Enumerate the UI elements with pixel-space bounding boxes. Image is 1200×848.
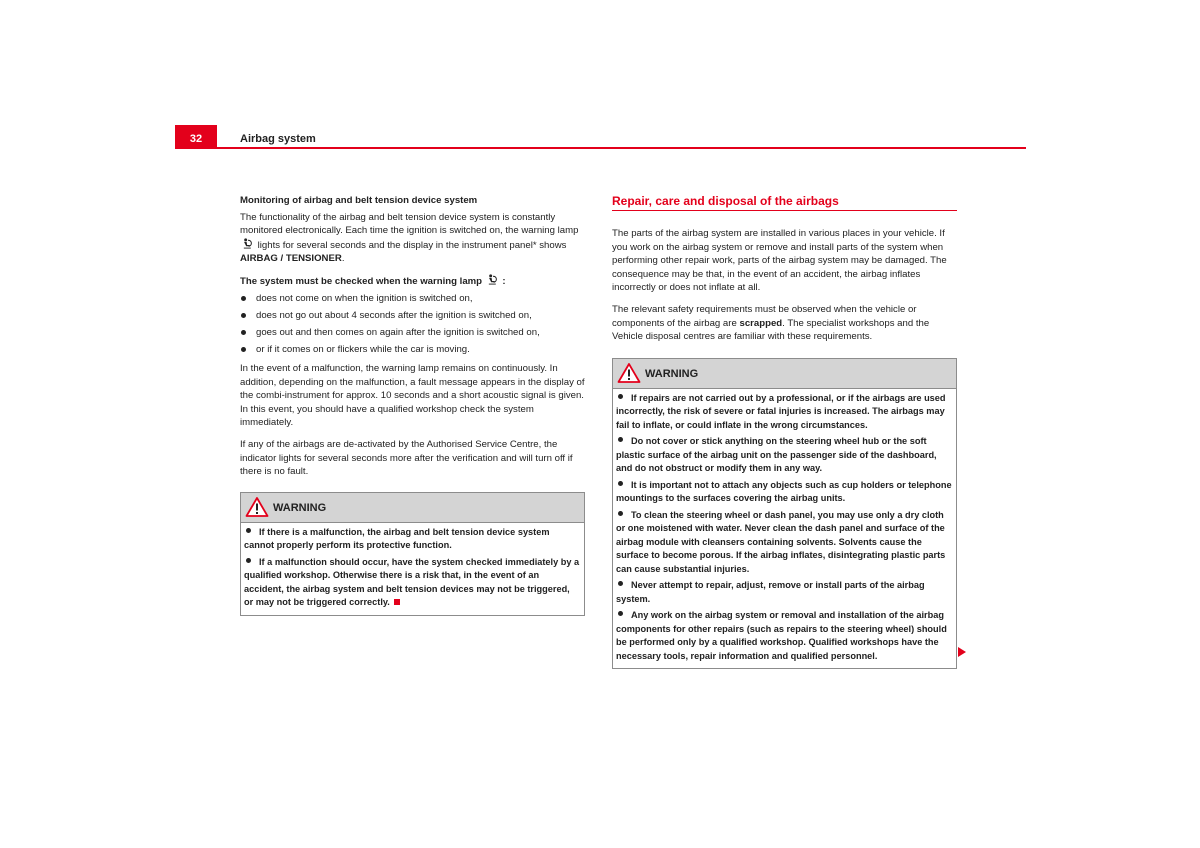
- warning-item: [616, 579, 953, 606]
- intro-text-2: lights for several seconds and the display in the instrument panel* shows: [257, 239, 567, 251]
- warning-item-text: Any work on the airbag system or removal and installation of the airbag components for other repairs (such as repairs to the steering wheel) should be performed only by a qualified workshop. Qualified workshops have the necessary tools, repair information and qualified personnel.: [616, 610, 947, 661]
- bullet-icon: [241, 330, 246, 335]
- end-of-section-icon: [394, 599, 400, 605]
- warning-title: WARNING: [645, 367, 699, 380]
- check-conditions-list: [240, 292, 585, 357]
- warning-item-text: If there is a malfunction, the airbag and belt tension device system cannot properly perform its protective function.: [244, 526, 550, 551]
- check-heading-text: The system must be checked when the warning lamp: [240, 275, 483, 287]
- warning-item-text: If repairs are not carried out by a professional, or if the airbags are used incorrectly, the risk of severe or fatal injuries is increased. The airbags may fail to inflate, or could inflate in the wrong circumstances.: [616, 392, 946, 430]
- warning-item: [616, 392, 953, 433]
- monitoring-heading: Monitoring of airbag and belt tension device system: [240, 195, 478, 206]
- right-column: [612, 194, 957, 669]
- check-heading-end: :: [502, 275, 506, 287]
- warning-header: [241, 493, 584, 523]
- warning-item-text: To clean the steering wheel or dash panel, you may use only a dry cloth or one moistened with water. Never clean the dash panel and surface of the airbag module with cleansers containing solvents. Solvents cause the surface to become porous. If the airbag inflates, disintegrating plastic parts can cause substantial injuries.: [616, 509, 946, 574]
- warning-item: [616, 609, 953, 663]
- list-item: [240, 343, 585, 357]
- list-item-text: does not come on when the ignition is switched on,: [256, 292, 473, 304]
- page-number: 32: [175, 125, 217, 149]
- bullet-icon: [618, 437, 623, 442]
- continued-arrow-icon: [958, 647, 966, 657]
- airbag-tensioner-label: AIRBAG / TENSIONER: [240, 253, 342, 265]
- warning-item: [244, 526, 581, 553]
- warning-item-text: It is important not to attach any objects such as cup holders or telephone mountings to the surfaces covering the airbag units.: [616, 479, 952, 504]
- warning-item-text: Never attempt to repair, adjust, remove or install parts of the airbag system.: [616, 580, 925, 604]
- warning-body: [241, 523, 584, 615]
- list-item-text: does not go out about 4 seconds after the ignition is switched on,: [256, 309, 532, 321]
- section-title: Repair, care and disposal of the airbags: [612, 194, 957, 211]
- para2-text-end: . The specialist workshops and the Vehicle disposal centres are familiar with these requirements.: [612, 317, 930, 343]
- bullet-icon: [246, 528, 251, 533]
- list-item: [240, 309, 585, 323]
- deactivated-paragraph: If any of the airbags are de-activated by the Authorised Service Centre, the indicator lights for several seconds more after the verification and will turn off if there is no fault.: [240, 439, 573, 478]
- warning-item-text: Do not cover or stick anything on the steering wheel hub or the soft plastic surface of the airbag unit on the passenger side of the dashboard, and do not obstruct or modify them in any way.: [616, 436, 937, 474]
- bullet-icon: [618, 581, 623, 586]
- list-item: [240, 326, 585, 340]
- warning-title: WARNING: [273, 501, 327, 514]
- warning-item: [616, 509, 953, 577]
- warning-header: [613, 359, 956, 389]
- bullet-icon: [241, 313, 246, 318]
- warning-item: [244, 556, 581, 610]
- warning-item: [616, 479, 953, 506]
- intro-text-1: The functionality of the airbag and belt tension device system is constantly monitored electronically. Each time the ignition is switched on, the warning lamp: [240, 211, 579, 237]
- airbag-warning-lamp-icon: [242, 238, 253, 249]
- malfunction-paragraph: In the event of a malfunction, the warning lamp remains on continuously. In addition, depending on the malfunction, a fault message appears in the display of the combi-instrument for approx. 10 seconds and a short acoustic signal is given. In this event, you should have a qualified workshop check the system immediately.: [240, 363, 585, 429]
- repair-paragraph-2: [612, 303, 957, 344]
- list-item: [240, 292, 585, 306]
- list-item-text: or if it comes on or flickers while the car is moving.: [256, 343, 470, 355]
- scrapped-label: scrapped: [739, 317, 783, 329]
- running-title: Airbag system: [240, 133, 316, 145]
- bullet-icon: [246, 558, 251, 563]
- left-column: [240, 194, 585, 616]
- para2-text-start: The relevant safety requirements must be observed when the vehicle or components of the airbag are: [612, 303, 917, 329]
- airbag-warning-lamp-icon: [487, 274, 498, 285]
- list-item-text: goes out and then comes on again after the ignition is switched on,: [256, 326, 540, 338]
- bullet-icon: [618, 611, 623, 616]
- warning-body: [613, 389, 956, 669]
- warning-item-text: If a malfunction should occur, have the system checked immediately by a qualified workshop. Otherwise there is a risk that, in the event of an accident, the airbag system and belt tension devices may not be triggered, or may not be triggered correctly.: [244, 556, 580, 608]
- monitoring-intro: [240, 211, 585, 266]
- bullet-icon: [241, 347, 246, 352]
- bullet-icon: [618, 394, 623, 399]
- check-heading: [240, 274, 585, 289]
- bullet-icon: [618, 481, 623, 486]
- warning-box: [240, 492, 585, 616]
- intro-end: .: [341, 253, 345, 265]
- repair-paragraph-1: The parts of the airbag system are installed in various places in your vehicle. If you work on the airbag system or remove and install parts of the system when performing other repair work, parts of the airbag system may be damaged. The consequence may be that, in the event of an accident, the airbag inflates incorrectly or does not inflate at all.: [612, 228, 947, 294]
- header-rule: [175, 147, 1026, 149]
- bullet-icon: [618, 511, 623, 516]
- warning-triangle-icon: [617, 362, 641, 384]
- bullet-icon: [241, 296, 246, 301]
- warning-box: [612, 358, 957, 670]
- warning-item: [616, 435, 953, 476]
- warning-triangle-icon: [245, 496, 269, 518]
